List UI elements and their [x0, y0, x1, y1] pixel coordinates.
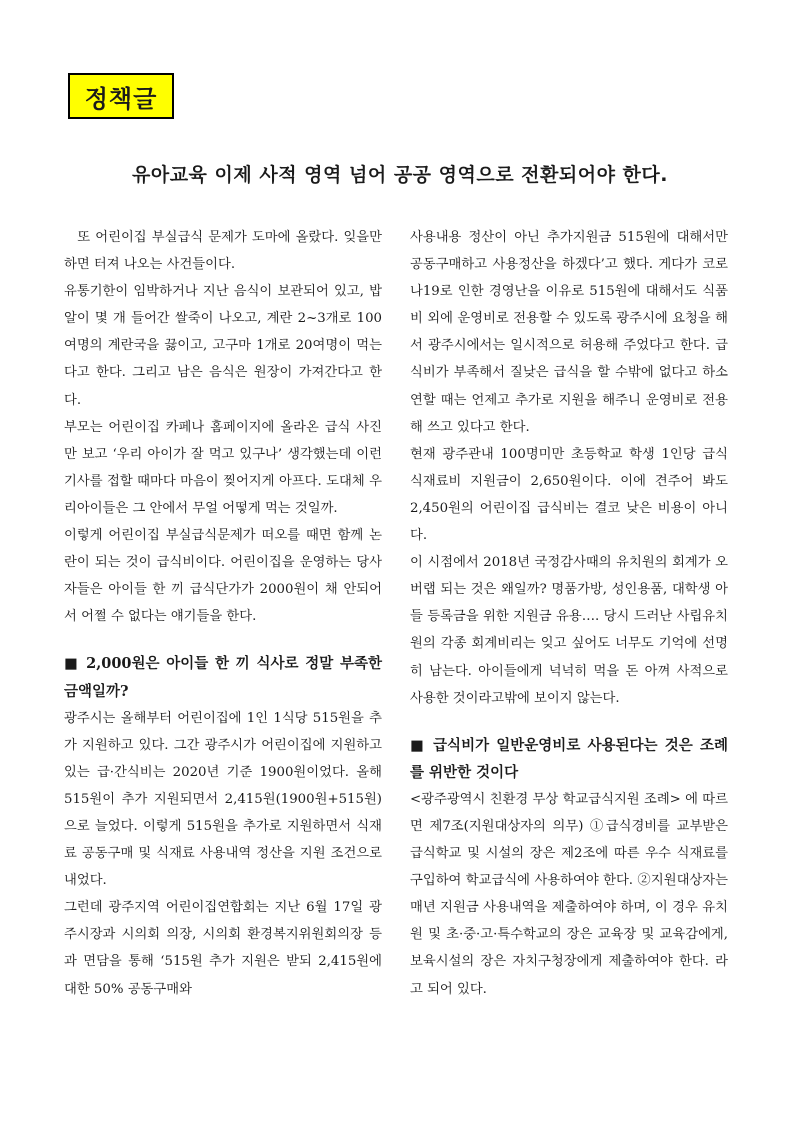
paragraph: 이렇게 어린이집 부실급식문제가 떠오를 때면 함께 논란이 되는 것이 급식비이다. 어린이집을 운영하는 당사자들은 아이들 한 끼 급식단가가 2000원이 채 안되어서 어쩔 수 없다는 얘기들을 한다. — [64, 528, 382, 625]
article-title: 유아교육 이제 사적 영역 넘어 공공 영역으로 전환되어야 한다. — [132, 164, 668, 186]
paragraph: 유통기한이 임박하거나 지난 음식이 보관되어 있고, 밥알이 몇 개 들어간 쌀죽이 나오고, 계란 2~3개로 100여명의 계란국을 끓이고, 고구마 1개로 20여명이 먹는다고 한다. 그리고 남은 음식은 원장이 가져간다고 한다. — [64, 284, 382, 408]
spacer — [64, 630, 382, 650]
spacer — [410, 712, 728, 732]
left-column — [64, 224, 382, 1003]
paragraph: 또 어린이집 부실급식 문제가 도마에 올랐다. 잊을만하면 터져 나오는 사건들이다. — [64, 230, 382, 273]
paragraph: 현재 광주관내 100명미만 초등학교 학생 1인당 급식 식재료비 지원금이 2,650원이다. 이에 견주어 봐도 2,450원의 어린이집 급식비는 결코 낮은 비용이 아니다. — [410, 446, 728, 544]
paragraph: 이 시점에서 2018년 국정감사때의 유치원의 회계가 오버랩 되는 것은 왜일까? 명품가방, 성인용품, 대학생 아들 등록금을 위한 지원금 유용…. 당시 드러난 사립유치원의 각종 회계비리는 잊고 싶어도 너무도 기억에 선명히 남는다. 아이들에게 넉넉히 먹을 돈 아껴 사적으로 사용한 것이라고밖에 보이지 않는다. — [410, 555, 728, 706]
paragraph: 광주시는 올해부터 어린이집에 1인 1식당 515원을 추가 지원하고 있다. 그간 광주시가 어린이집에 지원하고 있는 급·간식비는 2020년 기준 1900원이었다. 올해 515원이 추가 지원되면서 2,415원(1900원+515원)으로 늘었다. 이렇게 515원을 추가로 지원하면서 식재료 공동구매 및 식재료 사용내역 정산을 지원 조건으로 내었다. — [64, 710, 382, 889]
paragraph: 그런데 광주지역 어린이집연합회는 지난 6월 17일 광주시장과 시의회 의장, 시의회 환경복지위원회의장 등과 면담을 통해 ‘515원 추가 지원은 받되 2,415원에 대한 50% 공동구매와 — [64, 900, 382, 997]
paragraph: 부모는 어린이집 카페나 홈페이지에 올라온 급식 사진만 보고 ‘우리 아이가 잘 먹고 있구나’ 생각했는데 이런 기사를 접할 때마다 마음이 찢어지게 아프다. 도대체 우리아이들은 그 안에서 무얼 어떻게 먹는 것일까. — [64, 419, 382, 516]
right-column — [410, 224, 728, 1003]
section-heading: ■ 2,000원은 아이들 한 끼 식사로 정말 부족한 금액일까? — [64, 655, 382, 700]
section-heading: ■ 급식비가 일반운영비로 사용된다는 것은 조례를 위반한 것이다 — [410, 736, 728, 781]
category-tag: 정책글 — [68, 73, 174, 119]
paragraph: <광주광역시 친환경 무상 학교급식지원 조례> 에 따르면 제7조(지원대상자의 의무) ①급식경비를 교부받은 급식학교 및 시설의 장은 제2조에 따른 우수 식재료를 구입하여 학교급식에 사용하여야 한다. ②지원대상자는 매년 지원금 사용내역을 제출하여야 하며, 이 경우 유치원 및 초·중·고·특수학교의 장은 교육장 및 교육감에게, 보육시설의 장은 자치구청장에게 제출하여야 한다. 라고 되어 있다. — [410, 791, 728, 997]
paragraph: 사용내용 정산이 아닌 추가지원금 515원에 대해서만 공동구매하고 사용정산을 하겠다’고 했다. 게다가 코로나19로 인한 경영난을 이유로 515원에 대해서도 식품비 외에 운영비로 전용할 수 있도록 광주시에 요청을 해서 광주시에서는 일시적으로 허용해 주었다고 한다. 급식비가 부족해서 질낮은 급식을 할 수밖에 없다고 하소연할 때는 언제고 추가로 지원을 해주니 운영비로 전용해 쓰고 있다고 한다. — [410, 230, 728, 435]
